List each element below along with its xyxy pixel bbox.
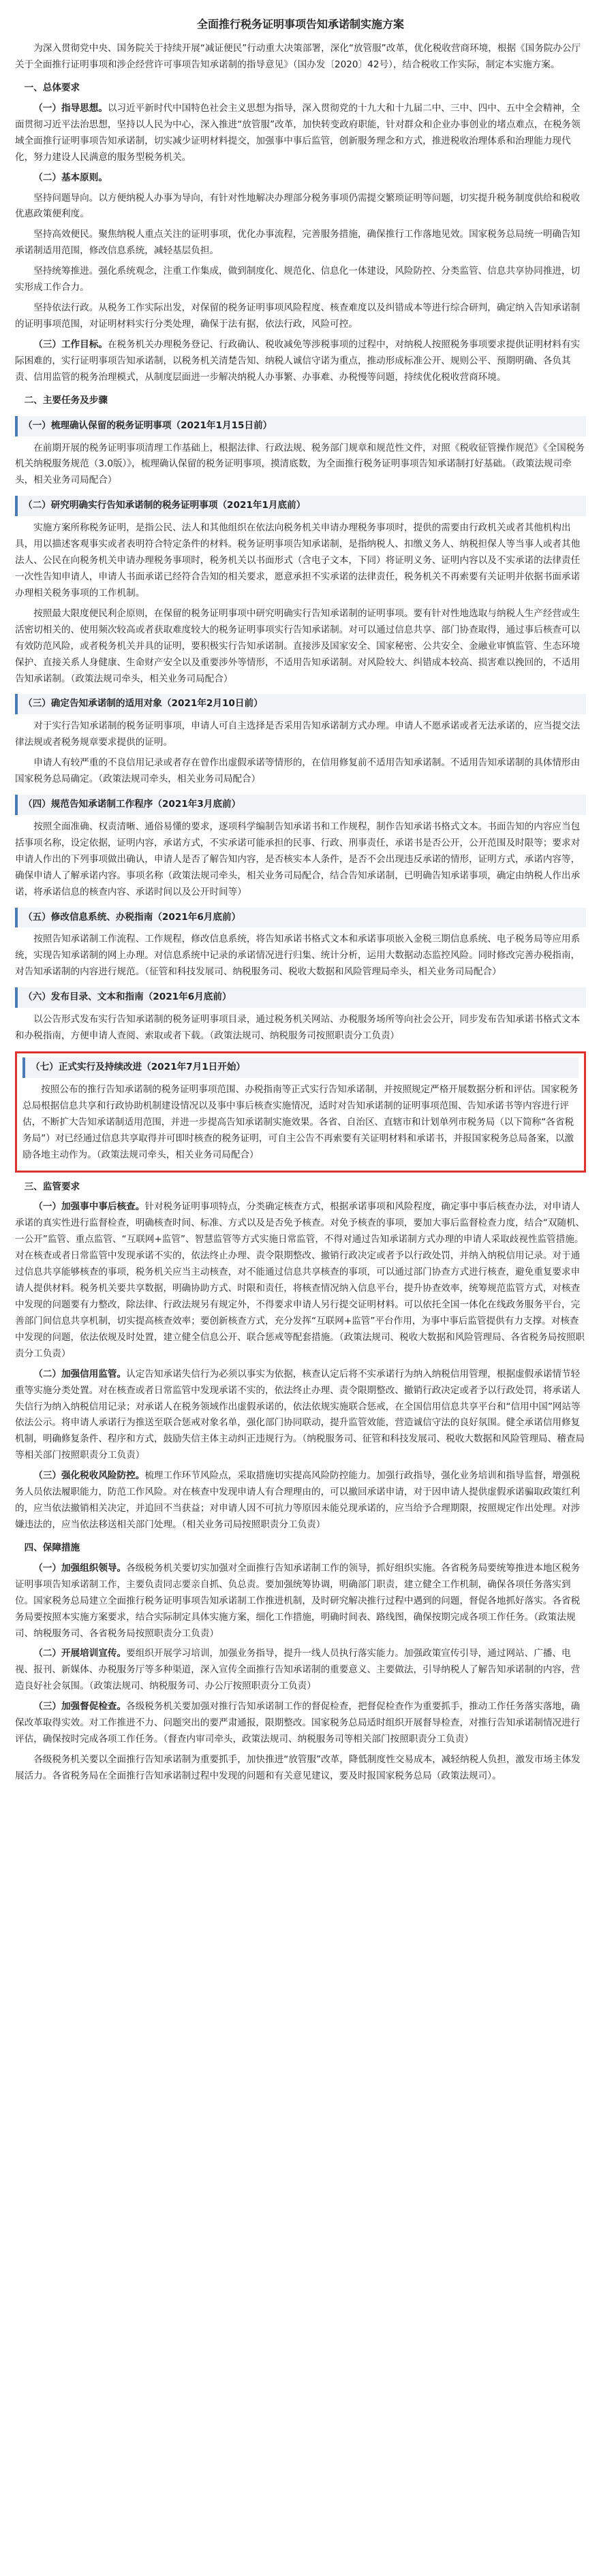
s4-p1-label: （一）加强组织领导。	[33, 1562, 127, 1574]
s1-p1-text: 以习近平新时代中国特色社会主义思想为指导，深入贯彻党的十九大和十九届二中、三中、四中、五中全会精神，全面贯彻习近平法治思想，坚持以人民为中心，深入推进“放管服”改革，加快转变政府职能，针对群众和企业办事创业的堵点难点，在税务领域全面推行证明事项告知承诺制，切实减少证明材料提交，加强事中事后监管，创新服务理念和方式，推进税收治理体系和治理能力现代化，努力建设人民满意的服务型税务机关。	[15, 102, 581, 163]
s4-paragraph	[15, 1646, 586, 1695]
task-5-title: （五）修改信息系统、办税指南（2021年6月底前）	[15, 908, 586, 928]
task-3-title: （三）确定告知承诺制的适用对象（2021年2月10日前）	[15, 694, 586, 714]
s1-paragraph	[15, 170, 586, 187]
s3-p2-label: （二）加强信用监管。	[33, 1368, 127, 1380]
s4-paragraph	[15, 1699, 586, 1748]
task-3-body-1: 对于实行告知承诺制的税务证明事项，申请人可自主选择是否采用告知承诺制方式办理。申请人不愿承诺或者无法承诺的，应当提交法律法规或者税务规章要求提供的证明。	[15, 720, 581, 748]
section-1-heading: 一、总体要求	[24, 82, 80, 93]
s4-paragraph	[15, 1561, 586, 1642]
s4-p3-label: （三）加强督促检查。	[33, 1701, 127, 1713]
s1-paragraph	[15, 101, 586, 166]
closing-paragraph: 各级税务机关要以全面推行告知承诺制为重要抓手，加快推进“放管服”改革，降低制度性交易成本，减轻纳税人负担，激发市场主体发展活力。各省税务局在全面推行告知承诺制过程中发现的问题和有关意见建议，要及时报国家税务总局（政策法规司）。	[15, 1753, 581, 1781]
task-6-title: （六）发布目录、文本和指南（2021年6月底前）	[15, 987, 586, 1008]
task-3-body-2: 申请人有较严重的不良信用记录或者存在曾作出虚假承诺等情形的，在信用修复前不适用告知承诺制。不适用告知承诺制的具体情形由国家税务总局确定。（政策法规司牵头，相关业务司局配合）	[15, 757, 581, 785]
task-2-body-1: 实施方案所称税务证明，是指公民、法人和其他组织在依法向税务机关申请办理税务事项时，提供的需要由行政机关或者其他机构出具，用以描述客观事实或者表明符合特定条件的材料。税务证明事项告知承诺制，是指纳税人、扣缴义务人、纳税担保人等当事人或者其他法人、公民在向税务机关申请办理税务事项时，税务机关以书面形式（含电子文本，下同）将证明义务、证明内容以及不实承诺的法律责任一次性告知申请人，申请人书面承诺已经符合告知的相关要求，愿意承担不实承诺的法律责任，税务机关不再索要有关证明并依据书面承诺办理相关税务事项的工作机制。	[15, 522, 581, 599]
task-7-title: （七）正式实行及持续改进（2021年7月1日开始）	[22, 1058, 579, 1078]
s3-paragraph	[15, 1199, 586, 1362]
task-4-body: 按照全面准确、权责清晰、通俗易懂的要求，逐项科学编制告知承诺书和工作规程，制作告知承诺书格式文本。书面告知的内容应当包括事项名称，设定依据，证明内容，承诺方式，不实承诺可能承担的民事、行政、刑事责任，承诺书是否公开，公开范围及时限等；要求对申请人作出的下列事项做出确认，申请人是否了解告知内容，是否核实本人条件，是否不会出现违反承诺的情形，证明方式，承诺内容等，确保申请人了解承诺内容。事项名称（政策法规司牵头，相关业务司局配合，结合告知承诺制，已明确告知承诺事项，确定由纳税人作出承诺，将承诺信息的核查内容、承诺时间以及公开时间等）	[15, 821, 581, 897]
s3-p3-label: （三）强化税收风险防控。	[33, 1470, 145, 1482]
s1-p2b: 坚持高效便民。聚焦纳税人重点关注的证明事项，优化办事流程，完善服务措施，确保推行工作落地见效。国家税务总局统一明确告知承诺制适用范围，修改信息系统，减轻基层负担。	[15, 229, 581, 257]
task-1-title: （一）梳理确认保留的税务证明事项（2021年1月15日前）	[15, 416, 586, 436]
section-4-heading: 四、保障措施	[24, 1542, 80, 1553]
intro-paragraph: 为深入贯彻党中央、国务院关于持续开展“减证便民”行动重大决策部署，深化“放管服”改革，优化税收营商环境，根据《国务院办公厅关于全面推行证明事项和涉企经营许可事项告知承诺制的指导意见》（国办发〔2020〕42号），结合税收工作实际，制定本实施方案。	[15, 43, 581, 71]
task-2-title: （二）研究明确实行告知承诺制的税务证明事项（2021年1月底前）	[15, 496, 586, 516]
highlighted-task-7-box	[15, 1051, 586, 1173]
s4-p1-text: 各级税务机关要切实加强对全面推行告知承诺制工作的领导，抓好组织实施。各省税务局要统筹推进本地区税务证明事项告知承诺制工作，主要负责同志要亲自抓、负总责。要加强统筹协调，明确部门职责，建立健全工作机制，确保各项任务落实到位。国家税务总局建立全面推行税务证明事项告知承诺制工作推进机制，及时研究解决推行过程中遇到的问题，督促各地抓好落实。各省税务局要按照本实施方案要求，结合实际制定具体实施方案，细化工作措施，明确时间表、路线图，确保按期完成各项工作任务。（政策法规司、纳税服务司、各省税务局按照职责分工负责）	[15, 1562, 581, 1639]
s1-p2-label: （二）基本原则。	[33, 172, 108, 183]
s1-p2a: 坚持问题导向。以方便纳税人办事为导向，有针对性地解决办理部分税务事项仍需提交繁琐证明等问题，切实提升税务制度供给和税收优惠政策便利度。	[15, 192, 581, 220]
s3-p2-text: 认定告知承诺失信行为必须以事实为依据，核查认定后将不实承诺行为纳入纳税信用管理，根据虚假承诺情节轻重等实施分类处置。对在核查或者日常监管中发现承诺不实的，依法终止办理、责令限期整改、撤销行政决定或者予以行政处罚，将承诺人失信行为纳入纳税信用记录；对承诺人在税务领域作出虚假承诺的，依法依规实施联合惩戒，在全国信用信息共享平台和“信用中国”网站等依法公示。将申请人承诺行为推送至联合惩戒对象名单，强化部门协同联动，提升监管效能，营造诚信守法的良好氛围。健全承诺信用修复机制，明确修复条件、程序和方式，鼓励失信主体主动纠正违规行为。（纳税服务司、征管和科技发展司、税收大数据和风险管理局、稽查局等相关部门按照职责分工负责）	[15, 1368, 585, 1461]
task-7-body: 按照公布的推行告知承诺制的税务证明事项范围、办税指南等正式实行告知承诺制，并按照规定严格开展数据分析和评估。国家税务总局根据信息共享和行政协助机制建设情况以及事中事后核查实施情况，适时对告知承诺制的证明事项范围、告知承诺书等内容进行评估，不断扩大告知承诺制适用范围，并进一步提高告知承诺制实施效果。各省、自治区、直辖市和计划单列市税务局（以下简称“各省税务局”）对已经通过信息共享取得并可即时核查的税务证明，可自主公告不再索要有关证明材料和承诺书，并报国家税务总局备案，以激励各地主动作为。（政策法规司牵头，相关业务司局配合）	[22, 1083, 579, 1160]
s1-p3-label: （三）工作目标。	[33, 338, 108, 350]
s3-p3-text: 梳理工作环节风险点，采取措施切实提高风险防控能力。加强行政指导，强化业务培训和指导监督，增强税务人员依法履职能力，防范工作风险。对在核查中发现申请人有合理理由的，可以撤回承诺申请，对于因申请人提供虚假承诺骗取政策红利的，应当依法撤销相关决定，并追回不当获益；对申请人因不可抗力等原因未能兑现承诺的，应当给予合理期限，按照规定作出处理。对涉嫌违法的，应当依法移送相关部门处理。（相关业务司局按照职责分工负责）	[15, 1470, 581, 1530]
s4-p3-text: 各级税务机关要加强对推行告知承诺制工作的督促检查，把督促检查作为重要抓手，推动工作任务落实落地，确保改革取得实效。对工作推进不力、问题突出的要严肃通报，限期整改。国家税务总局适时组织开展督导检查，对推行告知承诺制情况进行评估，确保按时完成各项工作任务。（督查内审司牵头，政策法规司、纳税服务司等相关部门按照职责分工负责）	[15, 1701, 581, 1745]
document-title: 全面推行税务证明事项告知承诺制实施方案	[196, 18, 404, 31]
s4-p2-text: 要组织开展学习培训，加强业务指导，提升一线人员执行落实能力。加强政策宣传引导，通过网站、广播、电视、报刊、新媒体、办税服务厅等多种渠道，深入宣传全面推行告知承诺制的重要意义、主要做法，引导纳税人了解告知承诺制的内容，营造良好社会氛围。（政策法规司、纳税服务司、办公厅按照职责分工负责）	[15, 1648, 581, 1692]
s1-paragraph	[15, 337, 586, 386]
task-2-body-2: 按照最大限度便民利企原则，在保留的税务证明事项中研究明确实行告知承诺制的证明事项。要有针对性地选取与纳税人生产经营或生活密切相关的、使用频次较高或者获取难度较大的税务证明事项实行告知承诺制。对可以通过信息共享、部门协查取得，通过事后核查可以有效防范风险，或者税务机关并具的证明，要积极实行告知承诺制。直接涉及国家安全、国家秘密、公共安全、金融业审慎监管、生态环境保护、直接关系人身健康、生命财产安全以及重要涉外等情形，不适用告知承诺制。对风险较大、纠错成本较高、损害难以挽回的，不适用告知承诺制。（政策法规司牵头，相关业务司局配合）	[15, 607, 581, 684]
s3-paragraph	[15, 1367, 586, 1465]
s3-paragraph	[15, 1468, 586, 1533]
s1-p2c: 坚持统筹推进。强化系统观念，注重工作集成，做到制度化、规范化、信息化一体建设，风险防控、分类监管、信息共享协同推进，切实形成工作合力。	[15, 266, 581, 293]
s3-p1-label: （一）加强事中事后核查。	[33, 1201, 145, 1213]
task-4-title: （四）规范告知承诺制工作程序（2021年3月底前）	[15, 795, 586, 815]
section-3-heading: 三、监管要求	[24, 1181, 80, 1192]
s1-p3-text: 在税务机关办理税务登记、行政确认、税收减免等涉税事项的过程中，对纳税人按照税务事项要求提供证明材料有实际困难的，实行证明事项告知承诺制，以税务机关清楚告知、纳税人诚信守诺为重点，推动形成标准公开、规则公平、预期明确、各负其责、信用监管的税务治理模式，从制度层面进一步解决纳税人办事繁、办事难、办税慢等问题，持续优化税收营商环境。	[15, 338, 581, 383]
task-5-body: 按照告知承诺制工作流程、工作规程，修改信息系统，将告知承诺书格式文本和承诺事项嵌入金税三期信息系统、电子税务局等应用系统，实现告知承诺制的网上办理。对信息系统中记录的承诺情况进行归集、统计分析，运用大数据动态监控风险。同时修改完善办税指南，对告知承诺制的内容进行规范。（征管和科技发展司、纳税服务司、税收大数据和风险管理局牵头，相关业务司局配合）	[15, 934, 581, 978]
s1-p2d: 坚持依法行政。从税务工作实际出发，对保留的税务证明事项风险程度、核查难度以及纠错成本等进行综合研判，确定纳入告知承诺制的证明事项范围，对证明材料实行分类处理，确保于法有据，依法行政，风险可控。	[15, 302, 581, 330]
s3-p1-text: 针对税务证明事项特点，分类确定核查方式，根据承诺事项和风险程度，确定事中事后核查办法，对申请人承诺的真实性进行监督检查，明确核查时间、标准、方式以及是否免予核查。对免予核查的事项，要加大事后监督检查力度，结合“双随机、一公开”监管、重点监管、“互联网+监管”、智慧监管等方式实施日常监管，不得对通过告知承诺制方式办理的申请人采取歧视性监管措施。对在核查或者日常监管中发现承诺不实的，依法终止办理、责令限期整改、撤销行政决定或者予以行政处罚，并纳入纳税信用记录。对于通过信息共享能够核查的事项，税务机关应当主动核查，对不能通过信息共享核查的事项，可以通过部门协查方式进行核查，避免重复要求申请人提供材料。税务机关要共享数据，明确协助方式、时限和责任，将核查情况纳入信息平台，提升协查效率，统筹规范监管方式，对核查中发现的问题要有力整改，除法律、行政法规另有规定外，不得要求申请人另行提交证明材料。可以依托全国一体化在线政务服务平台，完善部门间信息共享机制，切实提高核查效率；要创新核查方式，充分发挥“互联网+监管”平台作用，为事中事后监管提供有力支撑。对核查中发现的问题，依法依规及时处置，建立健全信息公开、联合惩戒等配套措施。（政策法规司、税收大数据和风险管理局、各省税务局按照职责分工负责）	[15, 1201, 585, 1359]
s4-p2-label: （二）开展培训宣传。	[33, 1648, 127, 1659]
task-1-body: 在前期开展的税务证明事项清理工作基础上，根据法律、行政法规、税务部门规章和规范性文件，对照《税收征管操作规范》《全国税务机关纳税服务规范（3.0版）》，梳理确认保留的税务证明事项，摸清底数，为全面推行税务证明事项告知承诺制打好基础。（政策法规司牵头，相关业务司局配合）	[15, 442, 585, 486]
s1-p1-label: （一）指导思想。	[33, 102, 108, 114]
task-6-body: 以公告形式发布实行告知承诺制的税务证明事项目录，通过税务机关网站、办税服务场所等向社会公开，同步发布告知承诺书格式文本和办税指南，方便申请人查阅、索取或者下载。（政策法规司、纳税服务司按照职责分工负责）	[15, 1014, 581, 1042]
section-2-heading: 二、主要任务及步骤	[24, 394, 108, 406]
